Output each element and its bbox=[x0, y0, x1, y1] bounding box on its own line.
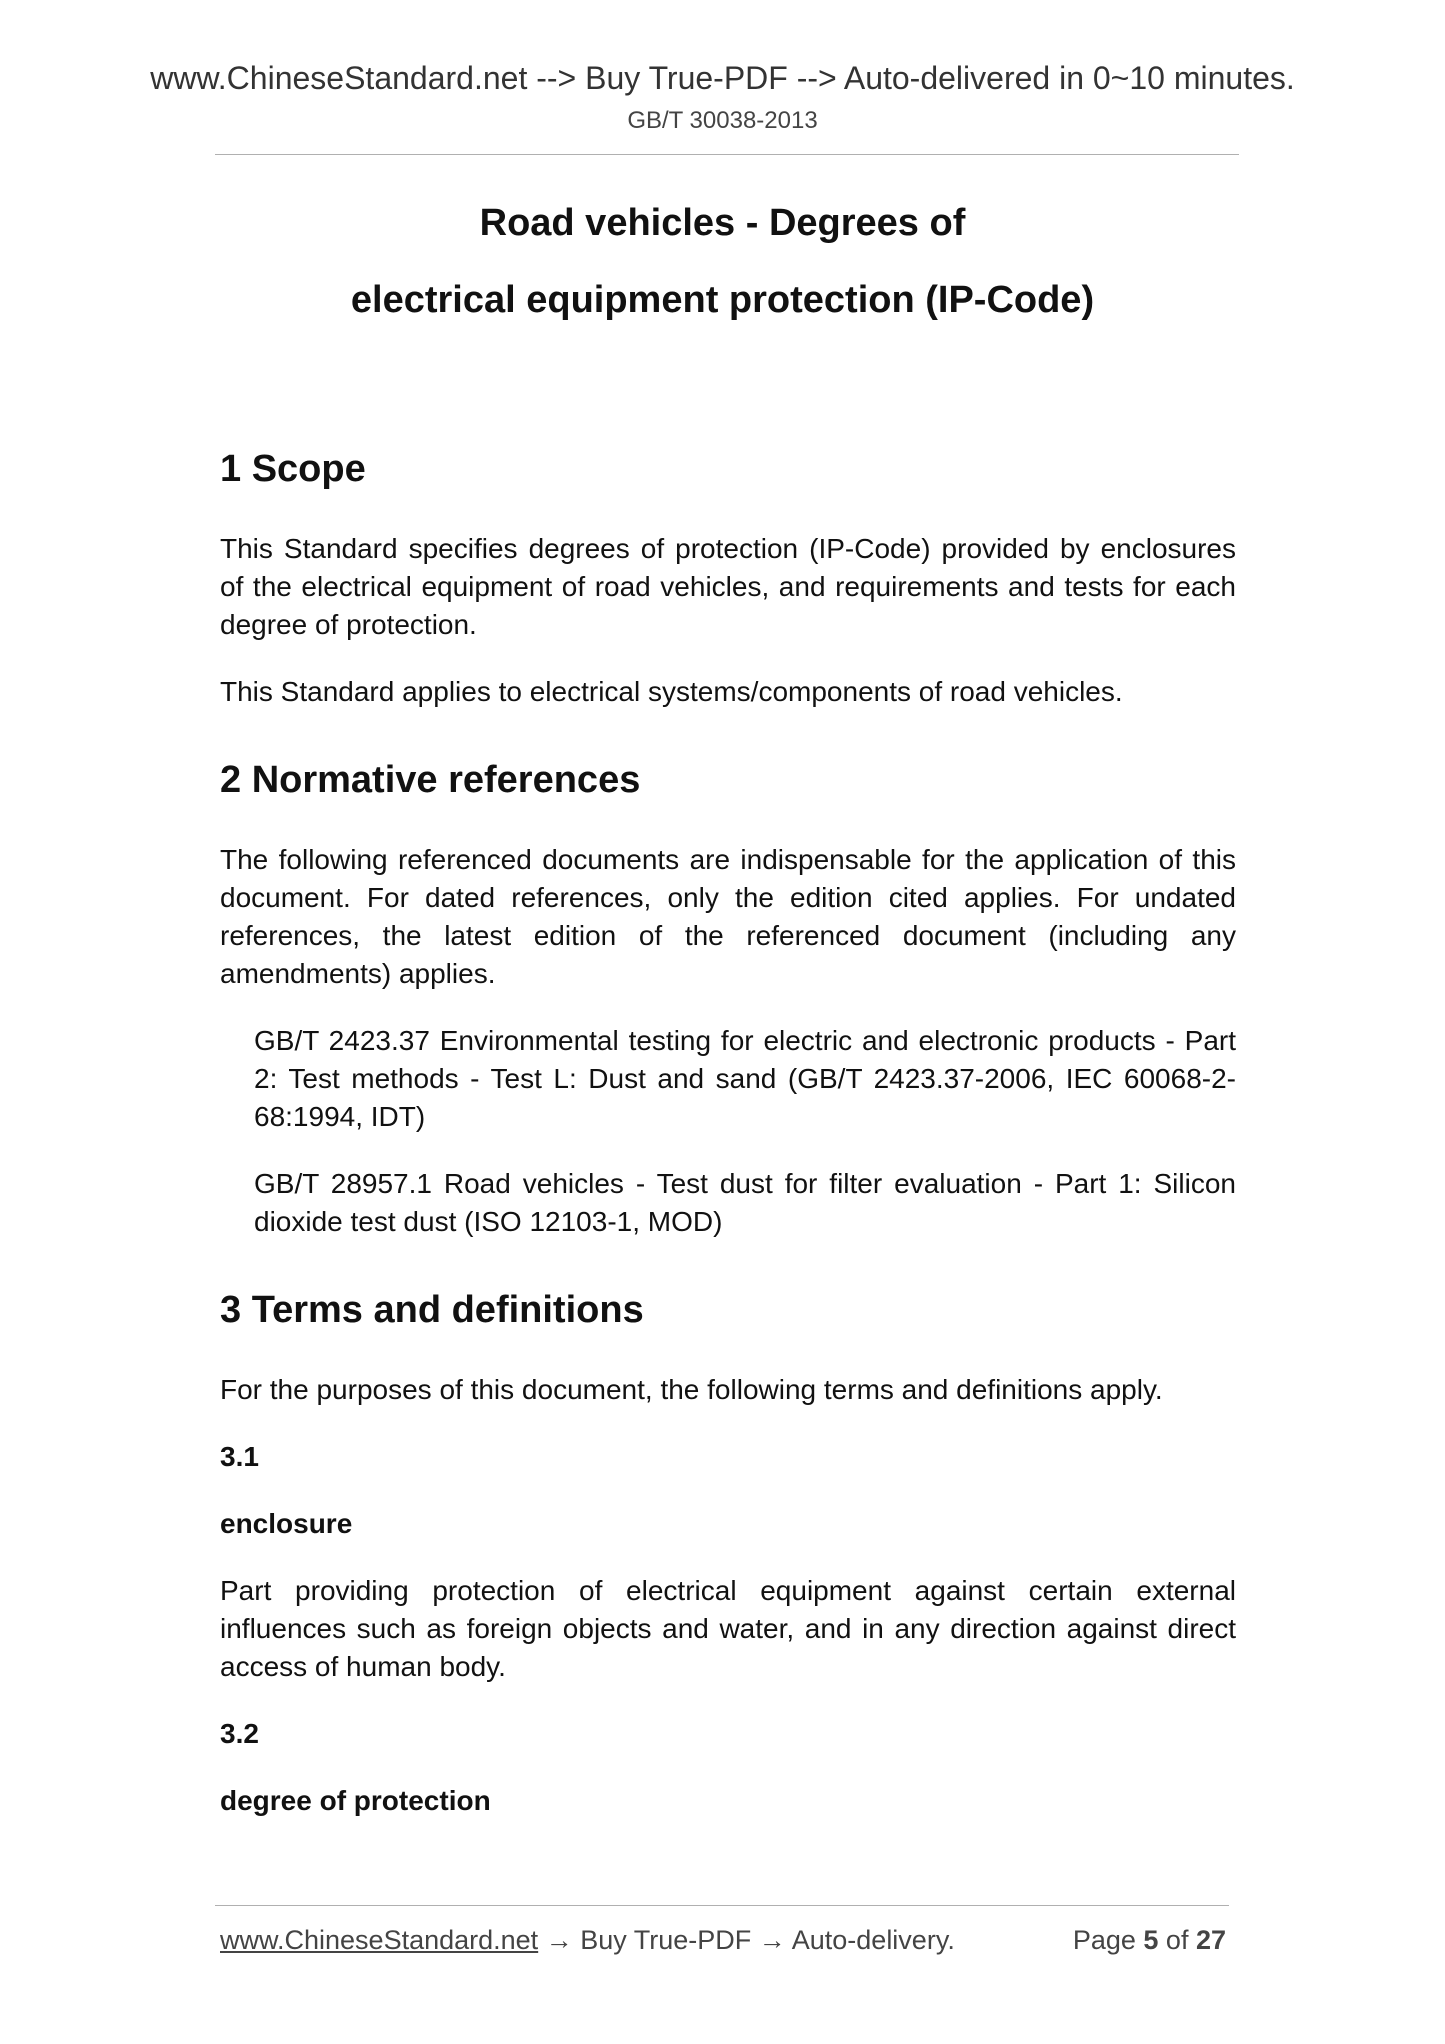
normative-paragraph: The following referenced documents are indispensable for the application of this document. For dated references, only the edition cited applies. For undated references, the latest edition of the referenced document (including any amendments) applies. bbox=[220, 844, 1236, 989]
footer-left bbox=[220, 1922, 955, 1958]
term-name-degree-of-protection: degree of protection bbox=[220, 1785, 491, 1816]
document-title-line1: Road vehicles - Degrees of bbox=[479, 202, 966, 244]
of-word: of bbox=[1158, 1925, 1196, 1955]
footer-tagline: → Buy True-PDF → Auto-delivery. bbox=[538, 1925, 955, 1955]
term-number-3-1: 3.1 bbox=[220, 1441, 259, 1472]
section-heading-normative: 2 Normative references bbox=[220, 759, 641, 801]
header-divider bbox=[215, 154, 1239, 155]
section-heading-scope: 1 Scope bbox=[220, 448, 366, 490]
footer-divider bbox=[215, 1905, 1229, 1906]
term-number-3-2: 3.2 bbox=[220, 1718, 259, 1749]
term-definition-enclosure: Part providing protection of electrical equipment against certain external influences such as foreign objects and water, and in any direction against direct access of human body. bbox=[220, 1575, 1236, 1682]
standard-code: GB/T 30038-2013 bbox=[627, 107, 818, 134]
header-banner: www.ChineseStandard.net --> Buy True-PDF --> Auto-delivered in 0~10 minutes. bbox=[150, 60, 1295, 96]
page-word: Page bbox=[1072, 1925, 1144, 1955]
reference-item-2: GB/T 28957.1 Road vehicles - Test dust for filter evaluation - Part 1: Silicon dioxide test dust (ISO 12103-1, MOD) bbox=[254, 1168, 1236, 1237]
page-number bbox=[1073, 1922, 1226, 1958]
term-name-enclosure: enclosure bbox=[220, 1508, 353, 1539]
document-title-line2: electrical equipment protection (IP-Code) bbox=[350, 279, 1095, 321]
section-heading-terms: 3 Terms and definitions bbox=[220, 1289, 644, 1331]
footer-site-link[interactable]: www.ChineseStandard.net bbox=[220, 1925, 539, 1955]
main-content bbox=[220, 446, 1236, 1820]
total-pages: 27 bbox=[1195, 1925, 1226, 1955]
scope-paragraph-2: This Standard applies to electrical systems/components of road vehicles. bbox=[220, 676, 1123, 707]
reference-item-1: GB/T 2423.37 Environmental testing for electric and electronic products - Part 2: Test methods - Test L: Dust and sand (GB/T 2423.37-2006, IEC 60068-2-68:1994, IDT) bbox=[254, 1025, 1236, 1132]
scope-paragraph-1: This Standard specifies degrees of protection (IP-Code) provided by enclosures of the electrical equipment of road vehicles, and requirements and tests for each degree of protection. bbox=[220, 533, 1236, 640]
current-page: 5 bbox=[1143, 1925, 1159, 1955]
terms-intro-paragraph: For the purposes of this document, the following terms and definitions apply. bbox=[220, 1374, 1163, 1405]
